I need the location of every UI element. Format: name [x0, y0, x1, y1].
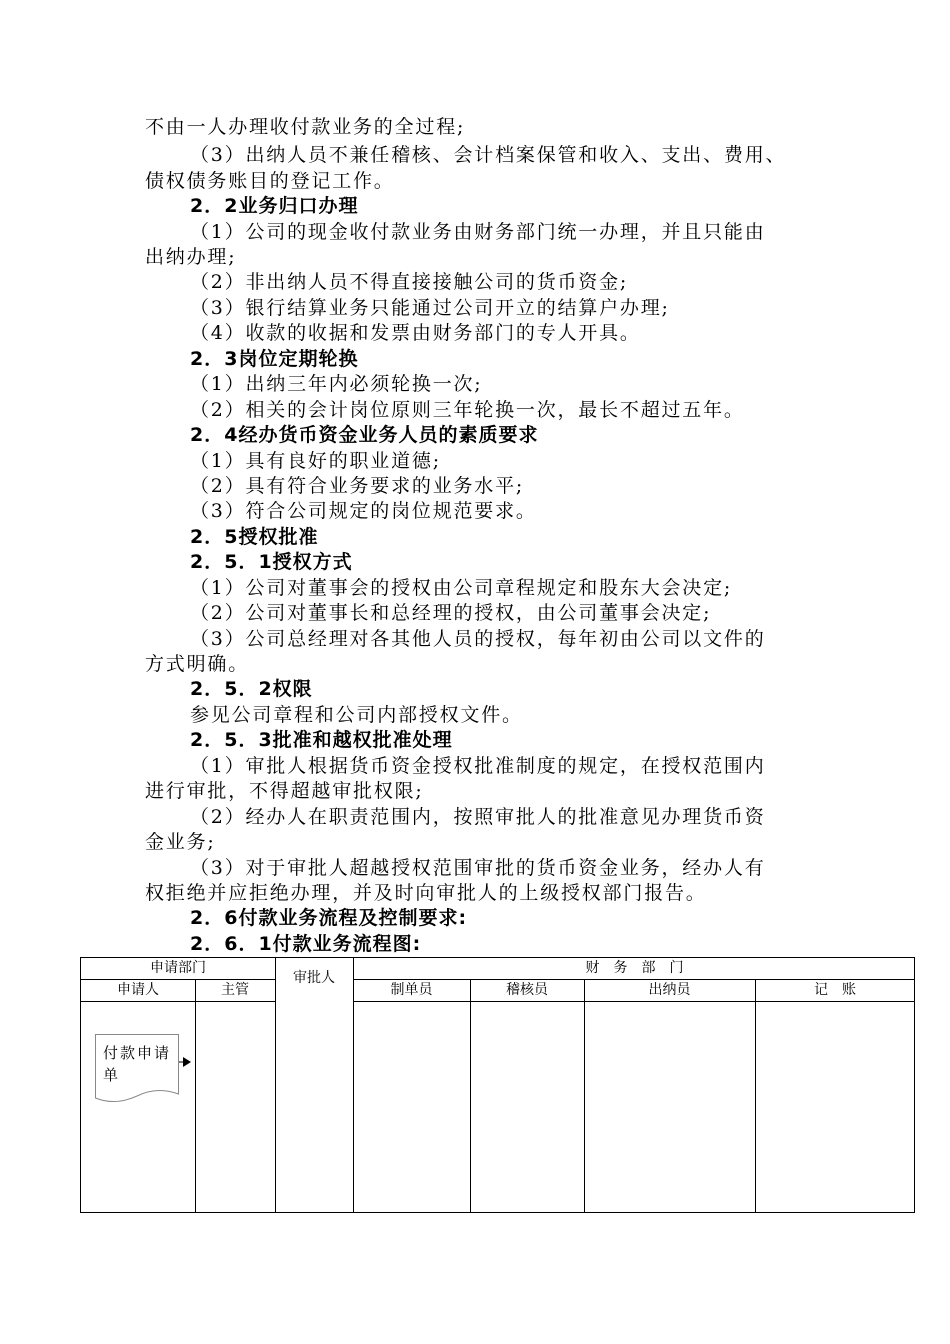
text-line: （4）收款的收据和发票由财务部门的专人开具。	[190, 322, 641, 344]
text-line: （3）银行结算业务只能通过公司开立的结算户办理;	[190, 297, 670, 319]
header-preparer: 制单员	[390, 982, 433, 998]
column-divider	[755, 979, 756, 1212]
text-line: （2）具有符合业务要求的业务水平;	[190, 475, 525, 497]
arrow-right-icon	[179, 1056, 193, 1068]
header-supervisor: 主管	[221, 982, 249, 998]
text-line: 权拒绝并应拒绝办理，并及时向审批人的上级授权部门报告。	[145, 882, 707, 904]
text-line: （1）公司的现金收付款业务由财务部门统一办理，并且只能由	[190, 221, 766, 243]
text-line: （2）经办人在职责范围内，按照审批人的批准意见办理货币资	[190, 806, 766, 828]
column-divider	[195, 979, 196, 1212]
header-cashier: 出纳员	[648, 982, 691, 998]
text-line: （3）对于审批人超越授权范围审批的货币资金业务，经办人有	[190, 857, 766, 879]
section-heading: 2．5．1授权方式	[190, 551, 353, 573]
payment-request-document-shape	[95, 1034, 179, 1098]
text-line: （1）具有良好的职业道德;	[190, 450, 441, 472]
header-approver: 审批人	[293, 970, 335, 986]
column-divider	[275, 958, 276, 1212]
text-line: （1）出纳三年内必须轮换一次;	[190, 373, 483, 395]
text-line: （2）相关的会计岗位原则三年轮换一次，最长不超过五年。	[190, 399, 745, 421]
text-line: 进行审批，不得超越审批权限;	[145, 780, 424, 802]
text-line: 债权债务账目的登记工作。	[145, 170, 395, 192]
header-bookkeeping: 记 账	[814, 982, 856, 998]
payment-flowchart	[80, 957, 915, 1213]
section-heading: 2．4经办货币资金业务人员的素质要求	[190, 424, 539, 446]
text-line: （2）非出纳人员不得直接接触公司的货币资金;	[190, 271, 629, 293]
text-line: （3）公司总经理对各其他人员的授权，每年初由公司以文件的	[190, 628, 766, 650]
column-divider	[584, 979, 585, 1212]
text-line: 方式明确。	[145, 653, 250, 675]
section-heading: 2．6．1付款业务流程图:	[190, 933, 422, 955]
header-applicant-dept: 申请部门	[150, 960, 206, 976]
text-line: （1）公司对董事会的授权由公司章程规定和股东大会决定;	[190, 577, 733, 599]
section-heading: 2．3岗位定期轮换	[190, 348, 359, 370]
text-line: （1）审批人根据货币资金授权批准制度的规定，在授权范围内	[190, 755, 766, 777]
section-heading: 2．6付款业务流程及控制要求:	[190, 907, 468, 929]
text-line: 不由一人办理收付款业务的全过程;	[145, 116, 466, 138]
text-line: 金业务;	[145, 831, 216, 853]
column-divider	[470, 979, 471, 1212]
row-divider	[353, 1001, 914, 1002]
section-heading: 2．5．2权限	[190, 678, 313, 700]
text-line: （3）符合公司规定的岗位规范要求。	[190, 500, 537, 522]
section-heading: 2．5授权批准	[190, 526, 319, 548]
text-line: （3）出纳人员不兼任稽核、会计档案保管和收入、支出、费用、	[190, 144, 787, 166]
text-line: 参见公司章程和公司内部授权文件。	[190, 704, 523, 726]
header-applicant: 申请人	[117, 982, 159, 998]
text-line: （2）公司对董事长和总经理的授权，由公司董事会决定;	[190, 602, 712, 624]
section-heading: 2．5．3批准和越权批准处理	[190, 729, 453, 751]
text-line: 出纳办理;	[145, 246, 237, 268]
header-finance-dept: 财 务 部 门	[585, 960, 684, 976]
document-shape-label: 付款申请单	[103, 1044, 172, 1084]
header-auditor: 稽核员	[506, 982, 548, 998]
row-divider	[81, 1001, 275, 1002]
section-heading: 2．2业务归口办理	[190, 195, 359, 217]
